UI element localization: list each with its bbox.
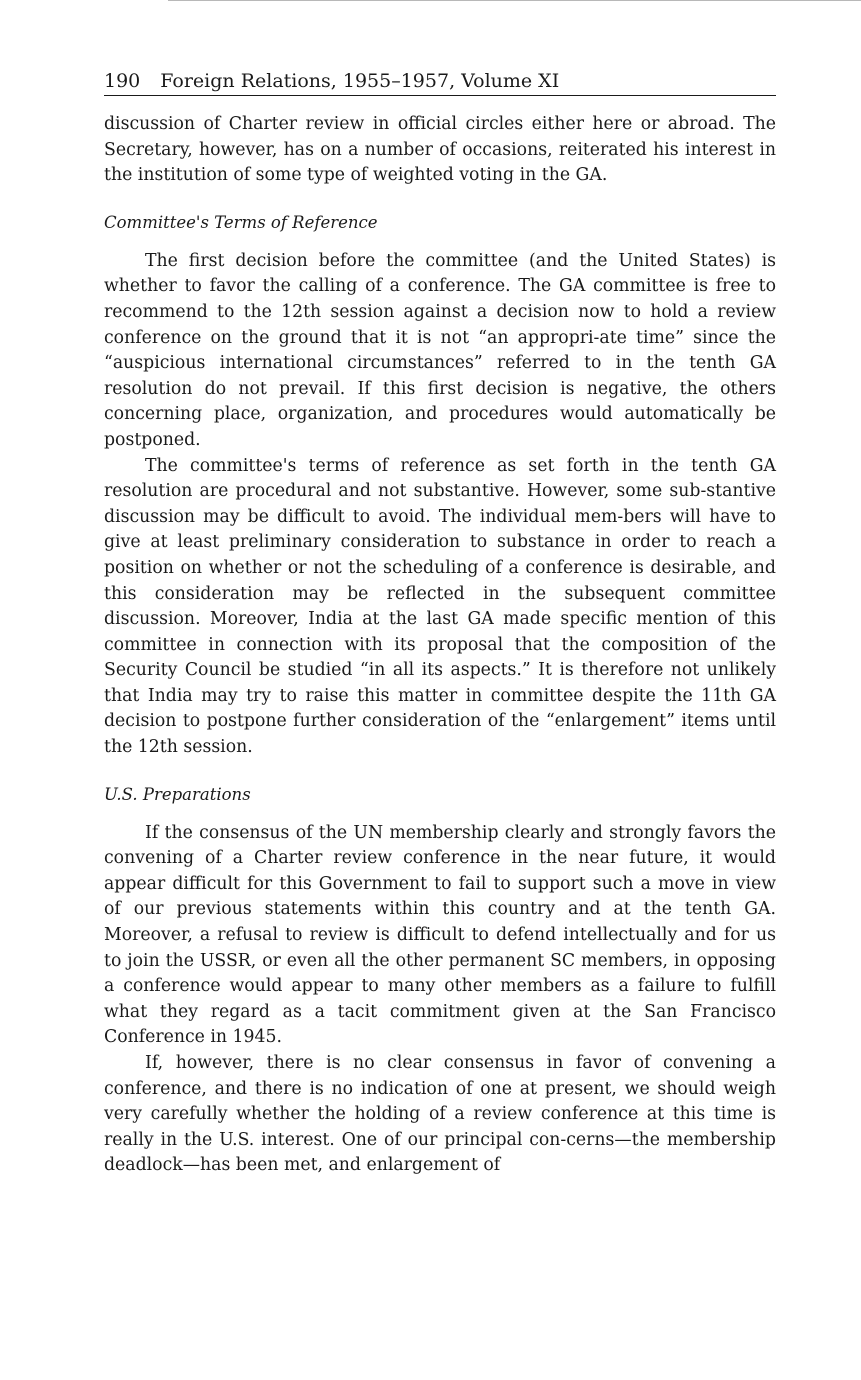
paragraph-first-decision: The first decision before the committee (and the United States) is whether to favor the calling of a conference. The GA committee is free to recommend to the 12th session against a decision now to hold a review conference on the ground that it is not “an appropri-ate time” since the “auspicious international circumstances” referred to in the tenth GA resolution do not prevail. If this first decision is negative, the others concerning place, organization, and procedures would automatically be postponed. [104, 250, 776, 450]
section-heading-terms-of-reference: Committee's Terms of Reference [104, 212, 378, 232]
page-number: 190 [104, 70, 141, 92]
section-heading-us-preparations: U.S. Preparations [104, 784, 251, 804]
paragraph-no-consensus: If, however, there is no clear consensus in favor of convening a conference, and there is no indication of one at present, we should weigh very carefully whether the holding of a review conference at this time is really in the U.S. interest. One of our principal con-cerns—the membership deadlock—has been met, and enlargement of [104, 1053, 776, 1176]
document-page [104, 68, 776, 1179]
paragraph-consensus: If the consensus of the UN membership clearly and strongly favors the convening of a Charter review conference in the near future, it would appear difficult for this Government to fail to support such a move in view of our previous statements within this country and at the tenth GA. Moreover, a refusal to review is difficult to defend intellectually and for us to join the USSR, or even all the other permanent SC members, in opposing a conference would appear to many other members as a failure to fulfill what they regard as a tacit commitment given at the San Francisco Conference in 1945. [104, 822, 776, 1048]
top-edge-rule [168, 0, 861, 1]
paragraph-terms-of-reference: The committee's terms of reference as set forth in the tenth GA resolution are procedural and not substantive. However, some sub-stantive discussion may be difficult to avoid. The individual mem-bers will have to give at least preliminary consideration to substance in order to reach a position on whether or not the scheduling of a conference is desirable, and this consideration may be reflected in the subsequent committee discussion. Moreover, India at the last GA made specific mention of this committee in connection with its proposal that the composition of the Security Council be studied “in all its aspects.” It is therefore not unlikely that India may try to raise this matter in committee despite the 11th GA decision to postpone further consideration of the “enlargement” items until the 12th session. [104, 455, 776, 758]
paragraph-continuation: discussion of Charter review in official circles either here or abroad. The Secretary, however, has on a number of occasions, reiterated his interest in the institution of some type of weighted voting in the GA. [104, 114, 776, 186]
running-title: Foreign Relations, 1955–1957, Volume XI [160, 70, 560, 92]
running-header [104, 68, 776, 96]
